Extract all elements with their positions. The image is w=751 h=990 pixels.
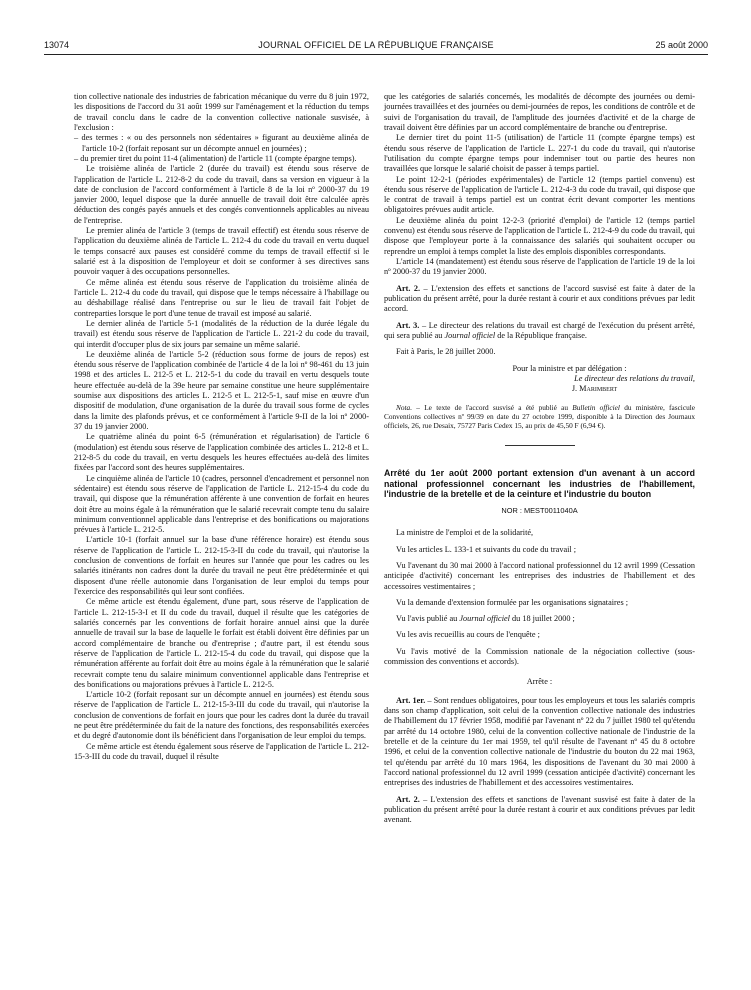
place-date: Fait à Paris, le 28 juillet 2000.	[396, 347, 496, 357]
decree-title: Arrêté du 1er août 2000 portant extension d'un avenant à un accord national professionnel concernant les industries de l'habillement, l'industrie de la bretelle et de la ceinture et l'industrie du bouton	[384, 468, 695, 500]
paragraph: Le deuxième alinéa de l'article 5-2 (réduction sous forme de jours de repos) est étendu sous réserve de l'application combinée de l'article 4 de la loi nº 98-461 du 13 juin 1998 et des articles L. 212-5 et L. 212-5-1 du code du travail en vertu desquels toute heure effectuée au-delà de la 39e heure par semaine constitue une heure supplémentaire soumise aux dispositions des articles L. 212-5 et L. 212-5-1, sauf mise en œuvre d'un dispositif de modulation, d'une organisation de la durée du travail sous forme de cycles dans la limite des plafonds prévus, et ce conformément à l'article 9-II de la loi nº 2000-37 du 19 janvier 2000.	[74, 349, 369, 431]
paragraph: L'article 10-2 (forfait reposant sur un décompte annuel en journées) est étendu sous réserve de l'application de l'article L. 212-15-3-III du code du travail, qui n'autorise la conclusion de conventions de forfait en jours que pour les cadres dont la durée du travail ne peut être prédéterminée du fait de la nature des fonctions, des responsabilités exercées et du degré d'autonomie dont ils bénéficient dans l'organisation de leur emploi du temps.	[74, 690, 369, 741]
paragraph: tion collective nationale des industries de fabrication mécanique du verre du 8 juin 1972, les dispositions de l'accord du 31 août 1999 sur l'aménagement et la réduction du temps de travail conclu dans le cadre de la convention collective nationale susvisée, à l'exclusion :	[74, 92, 369, 132]
journal-name: Journal officiel	[444, 330, 496, 340]
section-divider	[505, 445, 575, 446]
article-text: – L'extension des effets et sanctions de l'avenant susvisé est faite à dater de la publication du présent arrêté pour la durée restant à courir et aux conditions prévues par ledit avenant.	[384, 794, 695, 825]
signature-title: Le directeur des relations du travail,	[574, 373, 695, 383]
header-rule	[44, 54, 708, 55]
nota-text: du ministère, fascicule Conventions collectives nº 99/39 en date du 27 octobre 1999, disponible à la Direction des Journaux officiels, 26, rue Desaix, 75727 Paris Cedex 15, au prix de 45,50 F (6,94 €).	[384, 403, 695, 431]
article-label: Art. 2.	[396, 794, 420, 804]
signature-name: J. Marimbert	[571, 384, 618, 394]
preamble-line: Vu l'avenant du 30 mai 2000 à l'accord national professionnel du 12 avril 1999 (Cessation anticipée d'activité) concernant les entreprises des industries de l'habillement et des accessoires vestimentaires ;	[384, 560, 695, 591]
journal-name: Journal officiel	[459, 614, 510, 624]
article-3	[384, 321, 695, 342]
arrete-heading: Arrête :	[526, 677, 553, 687]
paragraph: Ce même article est étendu également, d'une part, sous réserve de l'application de l'article L. 212-15-3-I et II du code du travail, duquel il résulte que les catégories de salariés concernés par les conventions de forfait horaire annuel ainsi que la durée annuelle de travail sur la base de laquelle le forfait est établi doivent être définies par un accord complémentaire de branche ou d'entreprise ; d'autre part, il est étendu sous réserve de l'application de l'article L. 212-15-4 du code du travail, qui dispose que la rémunération afférente au forfait doit être au moins égale à la rémunération que le salarié recevrait compte tenu du salaire minimum conventionnel applicable dans l'entreprise et des bonifications ou majorations prévues à l'article L. 212-5.	[74, 597, 369, 689]
paragraph: Le cinquième alinéa de l'article 10 (cadres, personnel d'encadrement et personnel non sédentaire) est étendu sous réserve de l'application de l'article L. 212-15-4 du code du travail, qui dispose que la rémunération afférente à une convention de forfait en heures doit être au moins égale à la rémunération que le salarié recevrait compte tenu du salaire minimum conventionnel applicable dans l'entreprise et des bonifications ou majorations prévues à l'article L. 212-5.	[74, 473, 369, 535]
paragraph: Le troisième alinéa de l'article 2 (durée du travail) est étendu sous réserve de l'application de l'article L. 212-8-2 du code du travail, dans sa version en vigueur à la date de conclusion de l'accord conformément à l'article 8 de la loi nº 2000-37 du 19 janvier 2000, lequel dispose que la durée annuelle de travail doit être calculée après déduction des congés payés annuels et des congés conventionnels applicables au niveau de l'entreprise.	[74, 164, 369, 225]
paragraph: Le point 12-2-1 (périodes expérimentales) de l'article 12 (temps partiel convenu) est étendu sous réserve de l'application de l'article L. 212-4-3 du code du travail, qui dispose que le contrat de travail à temps partiel est un contrat écrit devant comporter les mentions obligatoires prévues audit article.	[384, 174, 695, 215]
article-text: – Le directeur des relations du travail est chargé de l'exécution du présent arrêté, qui sera publié au	[384, 320, 695, 340]
nota	[384, 404, 695, 431]
article-1	[384, 696, 695, 789]
paragraph: Le deuxième alinéa du point 12-2-3 (priorité d'emploi) de l'article 12 (temps partiel convenu) est étendu sous réserve de l'application de l'article L. 212-4-9 du code du travail, qui dispose que l'employeur porte à la connaissance des salariés qui souhaitent occuper ou reprendre un emploi à temps complet la liste des emplois disponibles correspondants.	[384, 215, 695, 256]
nor-reference: NOR : MEST0011040A	[501, 505, 578, 515]
article-text: – L'extension des effets et sanctions de l'accord susvisé est faite à dater de la publication du présent arrêté, pour la durée restant à courir et aux conditions prévues par ledit accord.	[384, 283, 695, 314]
left-column	[74, 92, 369, 762]
paragraph: Ce même alinéa est étendu sous réserve de l'application du troisième alinéa de l'article L. 212-4 du code du travail, qui dispose que le temps nécessaire à l'habillage ou au déshabillage réalisé dans l'entreprise ou sur le lieu de travail fait l'objet de contreparties lorsque le port d'une tenue de travail est imposé au salarié.	[74, 277, 369, 318]
paragraph: Le dernier tiret du point 11-5 (utilisation) de l'article 11 (compte épargne temps) est étendu sous réserve de l'application de l'article L. 227-1 du code du travail, qui n'autorise l'utilisation du compte épargne temps pour indemniser tout ou partie des heures non travaillées que lorsque le salarié choisit de passer à temps partiel.	[384, 133, 695, 174]
article-text: – Sont rendues obligatoires, pour tous les employeurs et tous les salariés compris dans son champ d'application, soit celui de la convention collective nationale des industries de l'habillement du 17 février 1958, modifié par l'avenant nº 22 du 7 juillet 1980 tel qu'étendu par arrêté du 14 octobre 1980, celui de la convention collective nationale de l'industrie de la bretelle et de la ceinture du 1er mai 1959, tel qu'il résulte de l'avenant nº 45 du 8 octobre 1996, et celui de la convention collective nationale de l'industrie du bouton du 22 mai 1963, tel qu'étendu par arrêté du 10 mars 1964, les dispositions de l'avenant du 30 mai 2000 à l'accord national professionnel du 12 avril 1999 (cessation anticipée d'activité) concernant les entreprises des industries de l'habillement et des accessoires vestimentaires.	[384, 695, 695, 788]
preamble-text: du 18 juillet 2000 ;	[509, 614, 575, 624]
article-2	[384, 284, 695, 315]
preamble-line: Vu les articles L. 133-1 et suivants du code du travail ;	[396, 544, 577, 554]
article-label: Art. 3.	[396, 320, 420, 330]
article-label: Art. 2.	[396, 283, 421, 293]
paragraph: Le premier alinéa de l'article 3 (temps de travail effectif) est étendu sous réserve de l'application du deuxième alinéa de l'article L. 212-4 du code du travail en vertu duquel le temps consacré aux pauses est considéré comme du temps de travail effectif si le salarié est à la disposition de l'employeur et doit se conformer à ses directives sans pouvoir vaquer à des occupations personnelles.	[74, 226, 369, 277]
paragraph: Le quatrième alinéa du point 6-5 (rémunération et régularisation) de l'article 6 (modulation) est étendu sous réserve de l'application combinée des articles L. 212-8 et L. 212-8-5 du code du travail, en vertu desquels les heures effectuées au-delà des limites fixées par l'accord sont des heures supplémentaires.	[74, 432, 369, 473]
article-label: Art. 1er.	[396, 695, 426, 705]
paragraph: Ce même article est étendu également sous réserve de l'application de l'article L. 212-15-3-III du code du travail, duquel il résulte	[74, 741, 369, 761]
page-number: 13074	[44, 40, 70, 50]
right-column	[384, 92, 695, 825]
article-text: de la République française.	[495, 330, 587, 340]
nota-text: – Le texte de l'accord susvisé a été publié au	[412, 403, 573, 413]
preamble-line: Vu la demande d'extension formulée par les organisations signataires ;	[396, 597, 629, 607]
journal-title: JOURNAL OFFICIEL DE LA RÉPUBLIQUE FRANÇAISE	[258, 40, 494, 50]
paragraph: L'article 10-1 (forfait annuel sur la base d'une référence horaire) est étendu sous réserve de l'application de l'article L. 212-15-3-II du code du travail, qui n'autorise la conclusion de conventions de forfait en heures sur l'année que pour les cadres ou les salariés itinérants non cadres dont la durée du travail ne peut être prédéterminée et qui disposent d'une réelle autonomie dans l'organisation de leur emploi du temps pour l'exercice des responsabilités qui leur sont confiées.	[74, 535, 369, 596]
nota-label: Nota.	[396, 403, 413, 413]
paragraph: L'article 14 (mandatement) est étendu sous réserve de l'application de l'article 19 de la loi nº 2000-37 du 19 janvier 2000.	[384, 257, 695, 277]
paragraph: Le dernier alinéa de l'article 5-1 (modalités de la réduction de la durée légale du travail) est étendu sous réserve de l'application de l'article L. 221-2 du code du travail, qui interdit d'occuper plus de six jours par semaine un même salarié.	[74, 318, 369, 349]
bulletin-name: Bulletin officiel	[572, 403, 620, 413]
dash-item: – des termes : « ou des personnels non sédentaires » figurant au deuxième alinéa de l'article 10-2 (forfait reposant sur un décompte annuel en journées) ;	[74, 133, 369, 153]
preamble-line: Vu les avis recueillis au cours de l'enquête ;	[396, 630, 540, 640]
paragraph: que les catégories de salariés concernés, les modalités de décompte des journées ou demi-journées travaillées et des journées ou demi-journées de repos, les conditions de contrôle et de suivi de l'organisation du travail, de l'amplitude des journées d'activité et de la charge de travail doivent être définies par un accord complémentaire de branche ou d'entreprise.	[384, 92, 695, 132]
article-2	[384, 795, 695, 826]
issue-date: 25 août 2000	[655, 40, 708, 50]
preamble-line: La ministre de l'emploi et de la solidarité,	[396, 528, 534, 538]
dash-item: – du premier tiret du point 11-4 (alimentation) de l'article 11 (compte épargne temps).	[74, 153, 357, 163]
preamble-line: Vu l'avis motivé de la Commission nationale de la négociation collective (sous-commission des conventions et accords).	[384, 646, 695, 667]
preamble-text: Vu l'avis publié au	[396, 614, 460, 624]
preamble-line	[384, 614, 695, 624]
signature-line: Pour la ministre et par délégation :	[512, 363, 627, 373]
